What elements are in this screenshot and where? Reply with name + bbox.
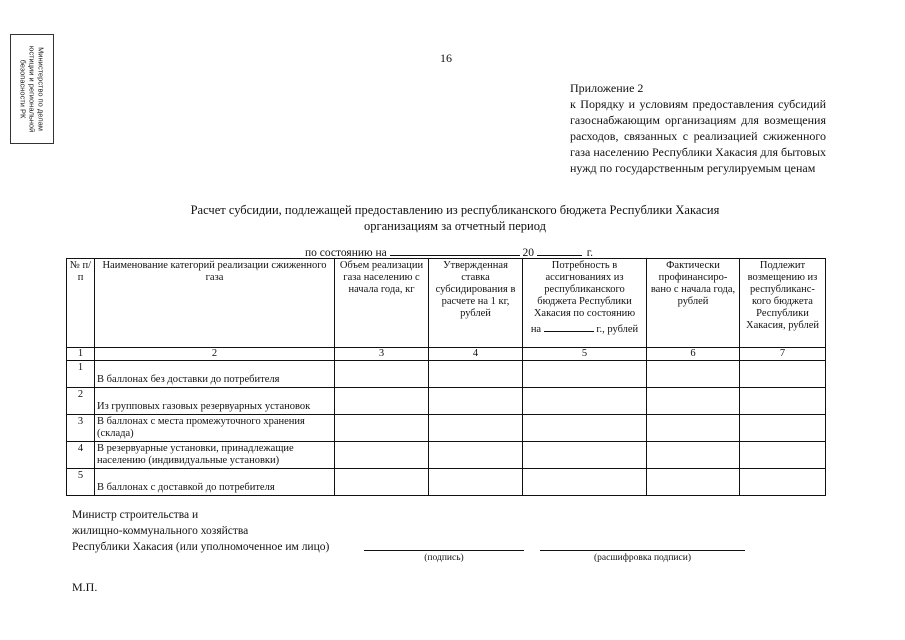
header-number: № п/п [67, 259, 95, 348]
need-cell[interactable] [523, 469, 647, 496]
table-row [67, 388, 826, 415]
column-number: 2 [95, 348, 335, 361]
table-header-row [67, 259, 826, 348]
header-rate: Утвержденная ставка субсидирования в расчете на 1 кг, рублей [429, 259, 523, 348]
volume-cell[interactable] [335, 415, 429, 442]
row-category: В резервуарные установки, принадлежащие населению (индивидуальные установки) [95, 442, 335, 469]
table-row [67, 415, 826, 442]
year-blank[interactable] [537, 244, 582, 256]
header-need-text: Потребность в ассигнованиях из республиканского бюджета Республики Хакасия по состоянию [533, 260, 636, 319]
signatory-block [72, 507, 329, 555]
header-category: Наименование категорий реализации сжиженного газа [95, 259, 335, 348]
header-need-date: на г., рублей [530, 324, 639, 335]
header-need [523, 259, 647, 348]
reimbursement-cell[interactable] [740, 469, 826, 496]
heading-line-2: организациям за отчетный период [364, 219, 546, 233]
row-category: В баллонах без доставки до потребителя [95, 361, 335, 388]
signature-line[interactable] [364, 549, 524, 551]
column-number: 5 [523, 348, 647, 361]
row-number: 2 [67, 388, 95, 415]
row-number: 4 [67, 442, 95, 469]
column-number-row [67, 348, 826, 361]
column-number: 7 [740, 348, 826, 361]
rate-cell[interactable] [429, 361, 523, 388]
reimbursement-cell[interactable] [740, 361, 826, 388]
date-blank[interactable] [390, 244, 520, 256]
column-number: 4 [429, 348, 523, 361]
row-number: 1 [67, 361, 95, 388]
appendix-body: к Порядку и условиям предоставления субсидий газоснабжающим организациям для возмещения расходов, связанных с реализацией сжиженного газа населению Республики Хакасия для бытовых нужд по государственным регулируемым ценам [570, 97, 827, 175]
table-row [67, 442, 826, 469]
signature-decoding-line[interactable] [540, 549, 745, 551]
appendix-block [570, 80, 826, 176]
header-volume: Объем реализации газа населению с начала года, кг [335, 259, 429, 348]
document-heading [120, 202, 790, 234]
rate-cell[interactable] [429, 415, 523, 442]
as-of-year-suffix: г. [586, 247, 594, 259]
signature-decoding-caption: (расшифровка подписи) [594, 553, 691, 563]
rate-cell[interactable] [429, 388, 523, 415]
financed-cell[interactable] [647, 442, 740, 469]
table-row [67, 469, 826, 496]
seal-label: М.П. [72, 580, 98, 594]
signature-caption: (подпись) [424, 553, 464, 563]
reimbursement-cell[interactable] [740, 388, 826, 415]
financed-cell[interactable] [647, 415, 740, 442]
need-cell[interactable] [523, 361, 647, 388]
need-cell[interactable] [523, 442, 647, 469]
row-category: В баллонах с места промежуточного хранения (склада) [95, 415, 335, 442]
header-financed: Фактически профинансиро-вано с начала года, рублей [647, 259, 740, 348]
table-row [67, 361, 826, 388]
rate-cell[interactable] [429, 442, 523, 469]
registration-stamp [10, 34, 54, 144]
row-number: 5 [67, 469, 95, 496]
appendix-title: Приложение 2 [570, 81, 644, 95]
row-category: В баллонах с доставкой до потребителя [95, 469, 335, 496]
as-of-date [305, 244, 593, 259]
as-of-century: 20 [522, 247, 535, 259]
volume-cell[interactable] [335, 361, 429, 388]
column-number: 3 [335, 348, 429, 361]
page-number: 16 [440, 51, 452, 65]
need-cell[interactable] [523, 415, 647, 442]
financed-cell[interactable] [647, 469, 740, 496]
stamp-text: Министерство по делам юстиции и региональной безопасности РК [18, 45, 46, 133]
financed-cell[interactable] [647, 361, 740, 388]
volume-cell[interactable] [335, 469, 429, 496]
column-number: 1 [67, 348, 95, 361]
row-category: Из групповых газовых резервуарных установок [95, 388, 335, 415]
heading-line-1: Расчет субсидии, подлежащей предоставлению из республиканского бюджета Республики Хакасия [190, 203, 720, 217]
volume-cell[interactable] [335, 442, 429, 469]
need-cell[interactable] [523, 388, 647, 415]
reimbursement-cell[interactable] [740, 415, 826, 442]
header-need-date-blank [544, 322, 594, 332]
signatory-line-2: жилищно-коммунального хозяйства [72, 525, 249, 537]
rate-cell[interactable] [429, 469, 523, 496]
signatory-line-3: Республики Хакасия (или уполномоченное им лицо) [72, 541, 330, 553]
row-number: 3 [67, 415, 95, 442]
signatory-line-1: Министр строительства и [72, 509, 199, 521]
reimbursement-cell[interactable] [740, 442, 826, 469]
subsidy-table [66, 258, 826, 496]
financed-cell[interactable] [647, 388, 740, 415]
column-number: 6 [647, 348, 740, 361]
volume-cell[interactable] [335, 388, 429, 415]
header-reimbursement: Подлежит возмещению из республиканс-кого бюджета Республики Хакасия, рублей [740, 259, 826, 348]
as-of-label: по состоянию на [305, 247, 387, 259]
